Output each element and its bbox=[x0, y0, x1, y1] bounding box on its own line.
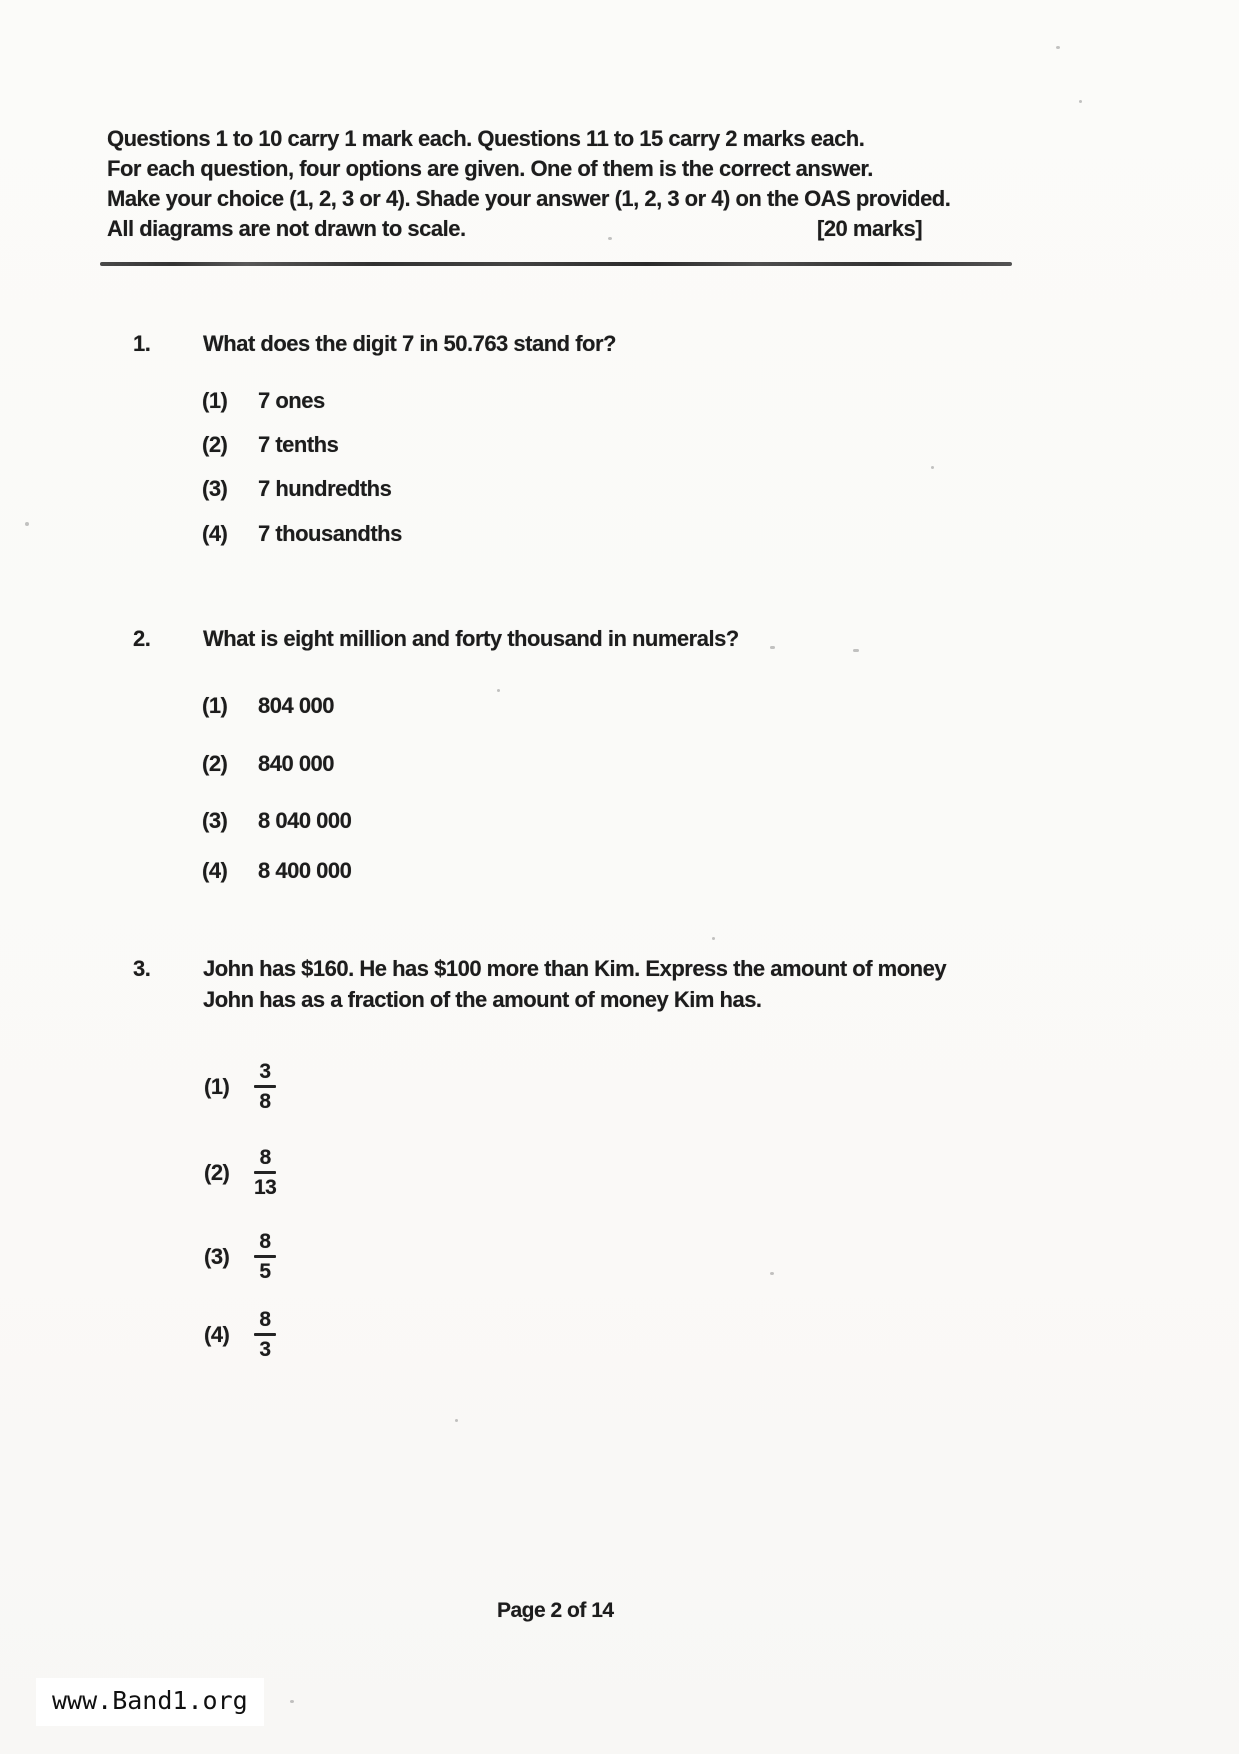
option-row bbox=[202, 521, 402, 547]
option-label: (1) bbox=[204, 1074, 230, 1099]
option-label: (3) bbox=[204, 1244, 230, 1269]
option-text: 7 thousandths bbox=[258, 521, 402, 546]
fraction-bar bbox=[254, 1171, 276, 1174]
fraction bbox=[254, 1308, 276, 1362]
question-3-number: 3. bbox=[133, 956, 151, 981]
instruction-line: Make your choice (1, 2, 3 or 4). Shade your answer (1, 2, 3 or 4) on the OAS provided. bbox=[107, 186, 951, 211]
option-label: (2) bbox=[204, 1160, 230, 1185]
fraction-numerator: 8 bbox=[259, 1308, 271, 1331]
option-label: (4) bbox=[202, 858, 228, 883]
diagrams-note: All diagrams are not drawn to scale. bbox=[107, 216, 466, 241]
question-2-text: What is eight million and forty thousand in numerals? bbox=[203, 626, 739, 651]
option-label: (2) bbox=[202, 751, 228, 776]
option-label: (4) bbox=[204, 1322, 230, 1347]
option-text: 8 400 000 bbox=[258, 858, 352, 883]
question-1-text: What does the digit 7 in 50.763 stand for? bbox=[203, 331, 616, 356]
option-label: (4) bbox=[202, 521, 228, 546]
scan-speck bbox=[1079, 100, 1082, 103]
option-row bbox=[204, 1146, 276, 1200]
question-3-text-line2: John has as a fraction of the amount of money Kim has. bbox=[203, 987, 762, 1012]
instructions-block bbox=[107, 124, 1012, 244]
fraction-bar bbox=[254, 1085, 276, 1088]
option-label: (1) bbox=[202, 388, 228, 413]
fraction-numerator: 3 bbox=[259, 1060, 271, 1083]
scan-speck bbox=[853, 649, 859, 652]
fraction-denominator: 5 bbox=[259, 1260, 271, 1283]
question-1-number: 1. bbox=[133, 331, 151, 356]
fraction-denominator: 8 bbox=[259, 1090, 271, 1113]
fraction-numerator: 8 bbox=[259, 1230, 271, 1253]
watermark-url: www.Band1.org bbox=[52, 1686, 248, 1715]
scan-speck bbox=[1056, 46, 1060, 49]
scan-speck bbox=[608, 237, 612, 240]
option-row bbox=[202, 388, 325, 414]
option-row bbox=[204, 1230, 276, 1284]
option-label: (3) bbox=[202, 808, 228, 833]
option-row bbox=[202, 476, 391, 502]
scan-speck bbox=[497, 689, 500, 692]
option-text: 7 tenths bbox=[258, 432, 339, 457]
fraction bbox=[254, 1060, 276, 1114]
instruction-line: For each question, four options are given. One of them is the correct answer. bbox=[107, 156, 873, 181]
scan-speck bbox=[25, 522, 29, 526]
instruction-line: Questions 1 to 10 carry 1 mark each. Questions 11 to 15 carry 2 marks each. bbox=[107, 126, 865, 151]
question-2-number: 2. bbox=[133, 626, 151, 651]
scan-speck bbox=[455, 1419, 458, 1422]
scan-speck bbox=[290, 1700, 294, 1703]
option-label: (3) bbox=[202, 476, 228, 501]
option-row bbox=[202, 858, 351, 884]
instruction-line bbox=[107, 214, 1012, 244]
fraction bbox=[254, 1230, 276, 1284]
option-text: 804 000 bbox=[258, 693, 335, 718]
option-row bbox=[204, 1060, 276, 1114]
option-row bbox=[204, 1308, 276, 1362]
option-text: 7 ones bbox=[258, 388, 325, 413]
fraction-numerator: 8 bbox=[259, 1146, 271, 1169]
scan-speck bbox=[770, 1272, 774, 1275]
fraction-denominator: 13 bbox=[254, 1176, 277, 1199]
page-number: Page 2 of 14 bbox=[497, 1599, 614, 1622]
option-row bbox=[202, 432, 338, 458]
divider-line bbox=[100, 262, 1012, 266]
option-text: 7 hundredths bbox=[258, 476, 392, 501]
question-3-text bbox=[203, 953, 946, 1015]
marks-label: [20 marks] bbox=[817, 216, 923, 241]
option-row bbox=[202, 751, 334, 777]
option-text: 8 040 000 bbox=[258, 808, 352, 833]
fraction-bar bbox=[254, 1255, 276, 1258]
question-3-text-line1: John has $160. He has $100 more than Kim. Express the amount of money bbox=[203, 956, 947, 981]
option-label: (2) bbox=[202, 432, 228, 457]
option-label: (1) bbox=[202, 693, 228, 718]
option-row bbox=[202, 808, 351, 834]
option-text: 840 000 bbox=[258, 751, 335, 776]
scan-speck bbox=[931, 466, 934, 469]
scan-speck bbox=[770, 646, 775, 649]
fraction-bar bbox=[254, 1333, 276, 1336]
fraction-denominator: 3 bbox=[259, 1338, 271, 1361]
fraction bbox=[254, 1146, 276, 1200]
scan-speck bbox=[712, 937, 715, 940]
option-row bbox=[202, 693, 334, 719]
